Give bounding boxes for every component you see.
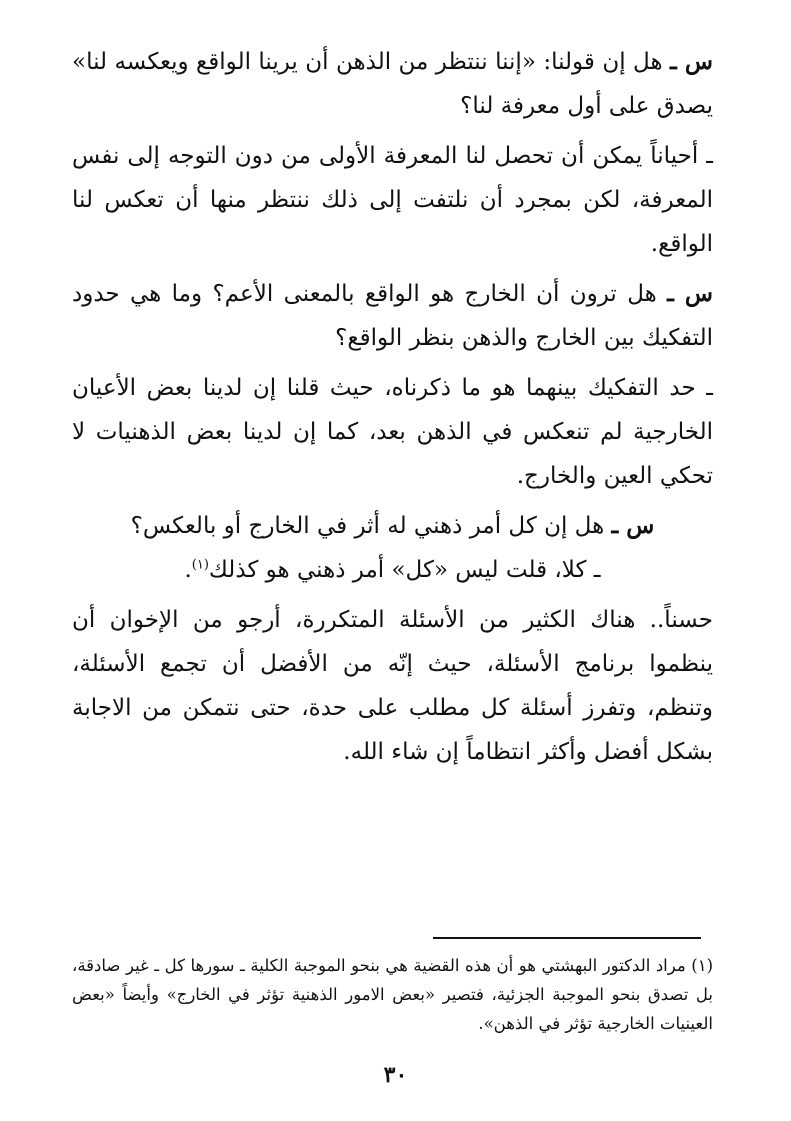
- page-number: ٣٠: [383, 1062, 408, 1088]
- question-paragraph: [72, 504, 713, 548]
- paragraph-text: ـ حد التفكيك بينهما هو ما ذكرناه، حيث قلنا إن لدينا بعض الأعيان الخارجية لم تنعكس في الذهن بعد، كما إن لدينا بعض الذهنيات لا تحكي العين والخارج.: [72, 375, 713, 489]
- answer-paragraph: [72, 548, 713, 592]
- answer-paragraph: [72, 134, 713, 266]
- footnote-divider: [433, 937, 701, 939]
- paragraph-text: هل ترون أن الخارج هو الواقع بالمعنى الأعم؟ وما هي حدود التفكيك بين الخارج والذهن بنظر الواقع؟: [72, 281, 713, 351]
- footnote-number: (١): [691, 956, 713, 975]
- question-marker: س ـ: [611, 512, 655, 539]
- paragraph-text: هل إن قولنا: «إننا ننتظر من الذهن أن يرينا الواقع ويعكسه لنا» يصدق على أول معرفة لنا؟: [72, 49, 713, 119]
- question-marker: س ـ: [670, 48, 713, 75]
- answer-paragraph: [72, 366, 713, 498]
- footnote-text: مراد الدكتور البهشتي هو أن هذه القضية هي بنحو الموجبة الكلية ـ سورها كل ـ غير صادقة، بل تصدق بنحو الموجبة الجزئية، فتصير «بعض الامور الذهنية تؤثر في الخارج» وأيضاً «بعض العينيات الخارجية تؤثر في الذهن».: [72, 956, 713, 1033]
- paragraph-text: ـ أحياناً يمكن أن تحصل لنا المعرفة الأولى من دون التوجه إلى نفس المعرفة، لكن بمجرد أن نلتفت إلى ذلك ننتظر منها أن تعكس لنا الواقع.: [72, 143, 713, 257]
- paragraph-text: هل إن كل أمر ذهني له أثر في الخارج أو بالعكس؟: [130, 513, 612, 539]
- question-paragraph: [72, 272, 713, 360]
- footnote: [72, 951, 713, 1038]
- closing-paragraph: [72, 598, 713, 774]
- footnote-reference[interactable]: (١): [191, 557, 209, 573]
- question-paragraph: [72, 40, 713, 128]
- question-marker: س ـ: [667, 280, 713, 307]
- paragraph-suffix: .: [184, 557, 192, 583]
- paragraph-text: ـ كلا، قلت ليس «كل» أمر ذهني هو كذلك: [208, 557, 601, 583]
- paragraph-text: حسناً.. هناك الكثير من الأسئلة المتكررة، أرجو من الإخوان أن ينظموا برنامج الأسئلة، حيث إنّه من الأفضل أن تجمع الأسئلة، وتنظم، وتفرز أسئلة كل مطلب على حدة، حتى نتمكن من الاجابة بشكل أفضل وأكثر انتظاماً إن شاء الله.: [72, 607, 713, 765]
- page-body: [72, 40, 713, 780]
